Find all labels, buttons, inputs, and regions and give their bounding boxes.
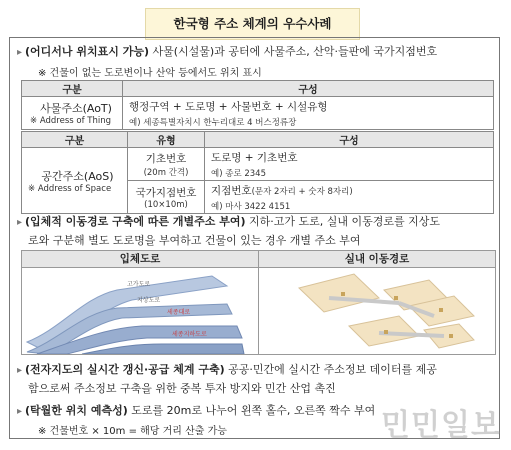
aos-name-cell [22, 148, 128, 214]
aos-name: 공간주소(AoS) [41, 169, 114, 183]
aos-type1-example: 예) 종로 2345 [211, 168, 266, 179]
marker [439, 308, 443, 312]
triangle-icon: ▸ [17, 47, 23, 58]
triangle-icon: ▸ [17, 406, 23, 417]
aos-type2-comp: 지점번호 [211, 184, 252, 197]
indoor-path-illustration [259, 268, 495, 354]
aos-header-composition: 구성 [205, 132, 494, 148]
bullet-2-line2: 로와 구분해 별도 도로명을 부여하고 건물이 있는 경우 개별 주소 부여 [28, 234, 361, 247]
aos-type1: 기초번호 [145, 152, 187, 165]
bullet-1-text: 사물(시설물)과 공터에 사물주소, 산악·들판에 국가지점번호 [149, 45, 438, 58]
bullet-3-text: 공공·민간에 실시간 주소정보 데이터를 제공 [224, 363, 437, 376]
bullet-2 [17, 214, 440, 230]
bullet-1 [17, 44, 437, 60]
marker [394, 296, 398, 300]
aos-type2: 국가지점번호 [135, 186, 197, 199]
aos-type2-cell [128, 181, 205, 214]
marker [341, 292, 345, 296]
aot-header-composition: 구성 [123, 81, 494, 97]
triangle-icon: ▸ [17, 365, 23, 376]
aos-type2-sub: (10×10m) [144, 199, 188, 210]
aos-type2-comp-cell [205, 181, 494, 214]
aos-type2-example: 예) 마사 3422 4151 [211, 201, 291, 212]
aos-type1-cell [128, 148, 205, 181]
aot-composition-cell [123, 97, 494, 130]
bullet-4-text: 도로를 20m로 나누어 왼쪽 홀수, 오른쪽 짝수 부여 [127, 404, 376, 417]
aos-header-type: 유형 [128, 132, 205, 148]
aot-example: 예) 세종특별자치시 한누리대로 4 버스정류장 [129, 117, 297, 128]
bullet-1-heading: (어디서나 위치표시 가능) [25, 45, 150, 58]
bullet-4-note: ※ 건물번호 × 10m = 해당 거리 산출 가능 [38, 426, 227, 437]
road-label-underground: 세종지하도로 [172, 331, 207, 338]
triangle-icon: ▸ [17, 217, 23, 228]
aos-type1-sub: (20m 간격) [143, 167, 189, 178]
bullet-4 [17, 403, 375, 419]
bullet-1-note: ※ 건물이 없는 도로변이나 산악 등에서도 위치 표시 [38, 68, 262, 79]
illustration-box [21, 250, 496, 355]
bullet-2-text: 지하·고가 도로, 실내 이동경로를 지상도 [245, 215, 441, 228]
bullet-3-heading: (전자지도의 실시간 갱신·공급 체계 구축) [25, 363, 225, 376]
underground-road [82, 344, 244, 354]
aos-type1-comp-cell [205, 148, 494, 181]
left-illustration-title: 입체도로 [22, 251, 259, 268]
3d-road-illustration [22, 268, 258, 354]
aot-name: 사물주소(AoT) [40, 102, 112, 115]
aot-table [21, 80, 494, 130]
aos-type1-comp: 도로명 + 기초번호 [211, 151, 298, 164]
aot-name-cell [22, 97, 123, 130]
road-label-ground: 지상도로 [137, 297, 161, 304]
marker [384, 330, 388, 334]
aot-name-en: ※ Address of Thing [30, 116, 111, 126]
bullet-3 [17, 362, 437, 378]
bullet-3-line2: 함으로써 주소정보 구축을 위한 중복 투자 방지와 민간 산업 촉진 [28, 382, 336, 395]
watermark: 민민일보 [381, 408, 501, 443]
page-title: 한국형 주소 체계의 우수사례 [145, 8, 360, 40]
aos-type2-comp-sub: (문자 2자리 + 숫자 8자리) [251, 186, 353, 197]
road-label-elevated: 고가도로 [127, 281, 151, 288]
aos-header-category: 구분 [22, 132, 128, 148]
bullet-4-heading: (탁월한 위치 예측성) [25, 404, 128, 417]
aos-table [21, 131, 494, 214]
aos-name-en: ※ Address of Space [28, 183, 112, 194]
right-illustration-title: 실내 이동경로 [259, 251, 495, 268]
bullet-2-heading: (입체적 이동경로 구축에 따른 개별주소 부여) [25, 215, 246, 228]
floor-block-1 [299, 274, 379, 312]
aot-header-category: 구분 [22, 81, 123, 97]
aot-composition: 행정구역 + 도로명 + 사물번호 + 시설유형 [129, 100, 328, 113]
road-label-main: 세종대로 [167, 309, 191, 316]
marker [449, 334, 453, 338]
